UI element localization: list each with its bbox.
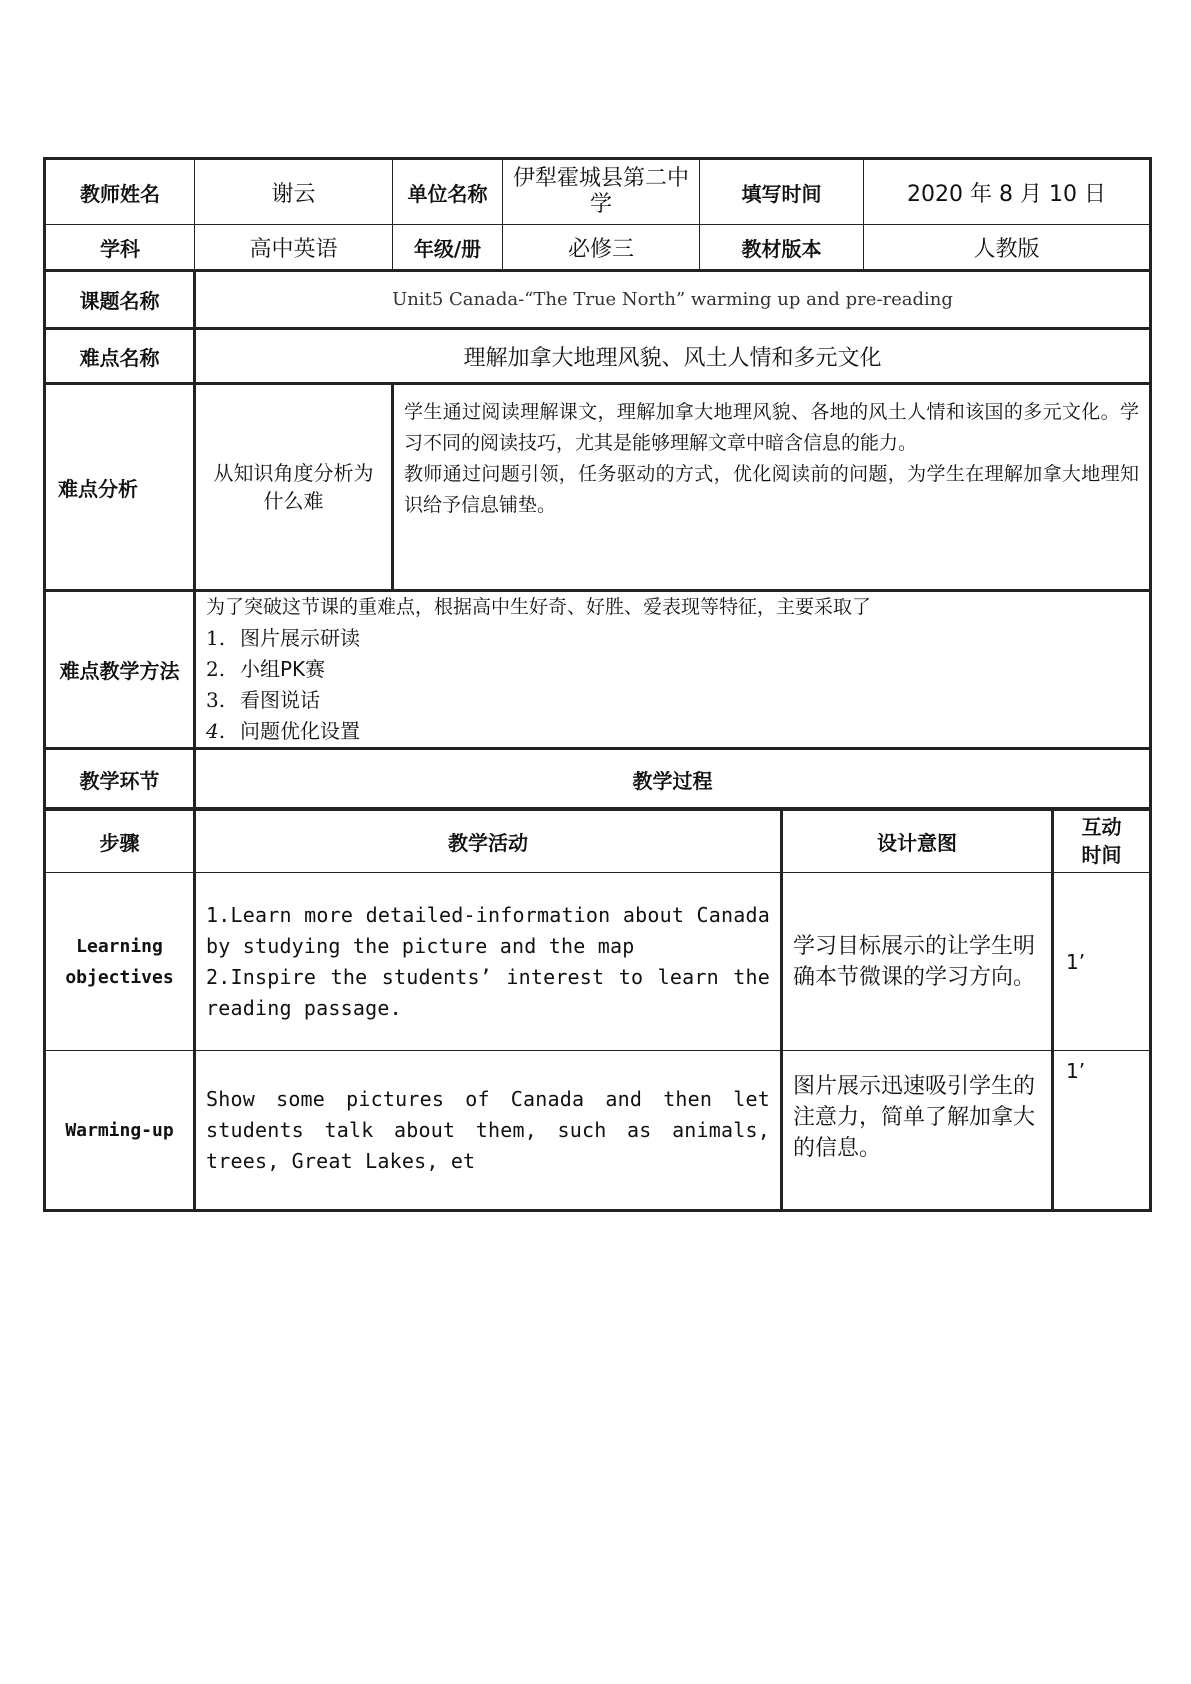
method-row xyxy=(45,591,1151,749)
grade-label: 年级/册 xyxy=(393,225,503,271)
col-step: 步骤 xyxy=(45,809,195,873)
process-section-row xyxy=(45,749,1151,810)
difficulty-row xyxy=(45,329,1151,384)
method-item: 3. 看图说话 xyxy=(206,688,320,712)
process-table xyxy=(43,807,1152,1212)
step-cell: Learning objectives xyxy=(45,873,195,1051)
topic-row xyxy=(45,271,1151,329)
fill-time: 2020 年 8 月 10 日 xyxy=(864,159,1151,225)
method-item: 2. 小组PK赛 xyxy=(206,657,326,681)
subject-label: 学科 xyxy=(45,225,195,271)
analysis-row xyxy=(45,384,1151,591)
topic-label: 课题名称 xyxy=(45,271,195,329)
activity-cell: 1.Learn more detailed-information about Canada by studying the picture and the map 2.Inspire the students’ interest to learn the reading passage. xyxy=(195,873,782,1051)
fill-time-label: 填写时间 xyxy=(700,159,864,225)
process-section-title: 教学过程 xyxy=(195,749,1151,810)
method-intro: 为了突破这节课的重难点，根据高中生好奇、好胜、爱表现等特征，主要采取了 xyxy=(206,596,872,618)
col-activity: 教学活动 xyxy=(195,809,782,873)
teacher-name: 谢云 xyxy=(195,159,393,225)
topic-value: Unit5 Canada-“The True North” warming up and pre-reading xyxy=(195,271,1151,329)
difficulty-label: 难点名称 xyxy=(45,329,195,384)
process-row xyxy=(45,873,1151,1051)
method-content xyxy=(195,591,1151,749)
process-section-label: 教学环节 xyxy=(45,749,195,810)
intent-cell: 学习目标展示的让学生明确本节微课的学习方向。 xyxy=(782,873,1053,1051)
step-cell: Warming-up xyxy=(45,1051,195,1211)
col-time: 互动时间 xyxy=(1053,809,1151,873)
grade: 必修三 xyxy=(503,225,700,271)
analysis-sub-label: 从知识角度分析为什么难 xyxy=(195,384,393,591)
method-label: 难点教学方法 xyxy=(45,591,195,749)
time-cell: 1’ xyxy=(1053,873,1151,1051)
activity-cell: Show some pictures of Canada and then let students talk about them, such as animals, trees, Great Lakes, et xyxy=(195,1051,782,1211)
difficulty-value: 理解加拿大地理风貌、风土人情和多元文化 xyxy=(195,329,1151,384)
lesson-plan-table xyxy=(43,157,1152,811)
edition-label: 教材版本 xyxy=(700,225,864,271)
analysis-paragraph-2: 教师通过问题引领，任务驱动的方式，优化阅读前的问题，为学生在理解加拿大地理知识给予信息铺垫。 xyxy=(404,463,1139,516)
method-item: 4. 问题优化设置 xyxy=(206,719,360,743)
analysis-text xyxy=(393,384,1151,591)
subject: 高中英语 xyxy=(195,225,393,271)
method-item: 1. 图片展示研读 xyxy=(206,626,360,650)
teacher-name-label: 教师姓名 xyxy=(45,159,195,225)
edition: 人教版 xyxy=(864,225,1151,271)
analysis-paragraph-1: 学生通过阅读理解课文，理解加拿大地理风貌、各地的风土人情和该国的多元文化。学习不同的阅读技巧，尤其是能够理解文章中暗含信息的能力。 xyxy=(404,401,1139,454)
process-row xyxy=(45,1051,1151,1211)
unit-name: 伊犁霍城县第二中学 xyxy=(503,159,700,225)
process-header-row xyxy=(45,809,1151,873)
analysis-label: 难点分析 xyxy=(45,384,195,591)
time-cell: 1’ xyxy=(1053,1051,1151,1211)
unit-label: 单位名称 xyxy=(393,159,503,225)
col-intent: 设计意图 xyxy=(782,809,1053,873)
intent-cell: 图片展示迅速吸引学生的注意力，简单了解加拿大的信息。 xyxy=(782,1051,1053,1211)
header-row-1 xyxy=(45,159,1151,225)
header-row-2 xyxy=(45,225,1151,271)
